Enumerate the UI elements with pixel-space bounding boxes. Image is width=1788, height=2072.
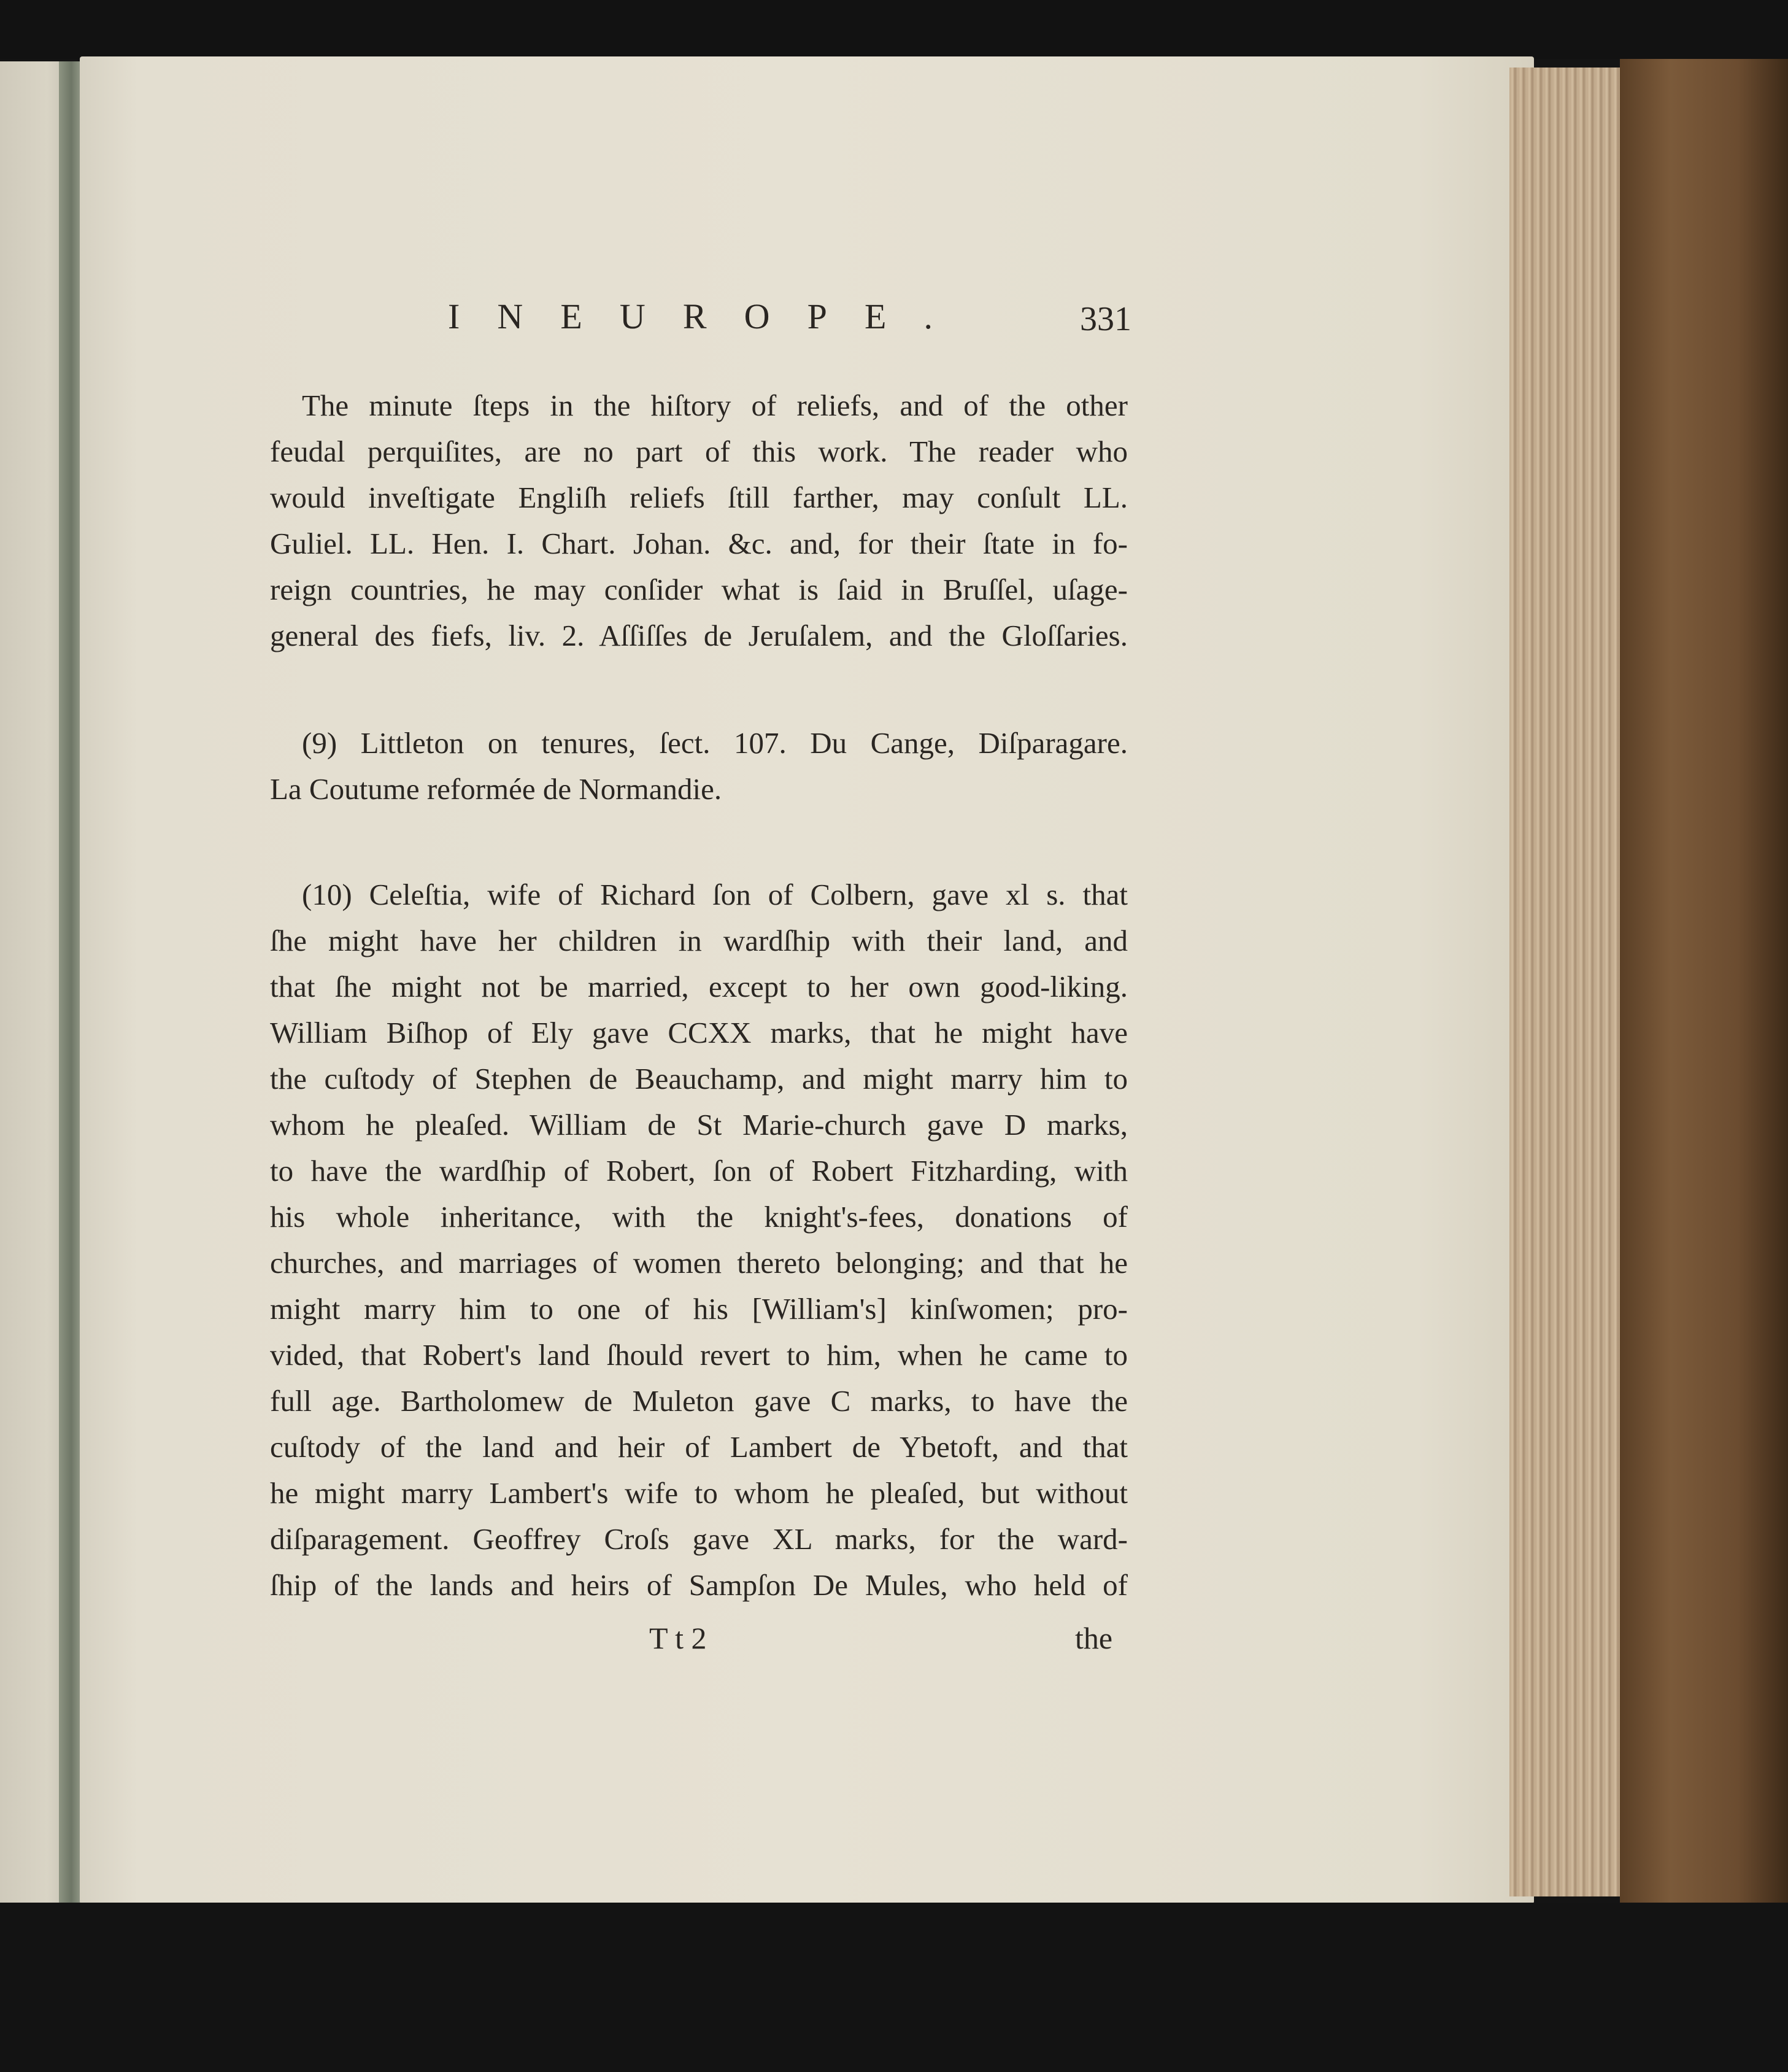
text-line: La Coutume reformée de Normandie. xyxy=(270,772,722,806)
text-line: ſhip of the lands and heirs of Sampſon De Mules, who held of xyxy=(270,1568,1128,1602)
text-line: the cuſtody of Stephen de Beauchamp, and might marry him to xyxy=(270,1062,1128,1096)
facing-page-edge xyxy=(0,61,67,1903)
text-line: William Biſhop of Ely gave CCXX marks, that he might have xyxy=(270,1016,1128,1050)
text-line: (10) Celeſtia, wife of Richard ſon of Colbern, gave xl s. that xyxy=(302,878,1128,911)
text-line: his whole inheritance, with the knight's-fees, donations of xyxy=(270,1200,1128,1234)
text-line: diſparagement. Geoffrey Croſs gave XL marks, for the ward- xyxy=(270,1522,1128,1556)
background-bottom xyxy=(0,1903,1788,2072)
running-head-letter: O xyxy=(744,296,770,336)
text-line: that ſhe might not be married, except to her own good-liking. xyxy=(270,970,1128,1003)
text-line-content: would inveſtigate Engliſh reliefs ſtill farther, may conſult LL. xyxy=(270,481,1128,514)
text-line: full age. Bartholomew de Muleton gave C marks, to have the xyxy=(270,1384,1128,1418)
running-head-letter: E xyxy=(560,296,582,336)
running-head-letter: E xyxy=(864,296,887,336)
running-head xyxy=(448,296,933,337)
cover-top-edge xyxy=(0,0,1788,59)
text-line: whom he pleaſed. William de St Marie-church gave D marks, xyxy=(270,1108,1128,1142)
text-line: might marry him to one of his [William's] kinſwomen; pro- xyxy=(270,1292,1128,1326)
signature-mark: T t 2 xyxy=(649,1621,707,1655)
running-head-letter: N xyxy=(497,296,523,336)
page-number: 331 xyxy=(1080,300,1131,338)
running-head-letter: P xyxy=(807,296,827,336)
catchword: the xyxy=(1075,1621,1113,1655)
text-line: reign countries, he may conſider what is ſaid in Bruſſel, uſage- xyxy=(270,573,1128,606)
text-line: The minute ſteps in the hiſtory of reliefs, and of the other xyxy=(302,388,1128,422)
text-line: general des fiefs, liv. 2. Aſſiſſes de Jeruſalem, and the Gloſſaries. xyxy=(270,619,1128,652)
running-head-letter: I xyxy=(448,296,460,336)
text-line: vided, that Robert's land ſhould revert to him, when he came to xyxy=(270,1338,1128,1372)
text-line: (9) Littleton on tenures, ſect. 107. Du Cange, Diſparagare. xyxy=(302,726,1128,760)
text-line: he might marry Lambert's wife to whom he pleaſed, but without xyxy=(270,1476,1128,1510)
text-line: cuſtody of the land and heir of Lambert de Ybetoft, and that xyxy=(270,1430,1128,1464)
text-line: to have the wardſhip of Robert, ſon of Robert Fitzharding, with xyxy=(270,1154,1128,1188)
text-line: feudal perquiſites, are no part of this work. The reader who xyxy=(270,435,1128,468)
text-line xyxy=(270,482,1128,512)
text-line: Guliel. LL. Hen. I. Chart. Johan. &c. and, for their ſtate in fo- xyxy=(270,527,1128,560)
running-head-letter: . xyxy=(923,296,933,336)
text-line: churches, and marriages of women thereto belonging; and that he xyxy=(270,1246,1128,1280)
running-head-letter: U xyxy=(619,296,645,336)
page-block-edges xyxy=(1509,68,1632,1896)
cover-right-edge xyxy=(1620,59,1788,1906)
text-line: ſhe might have her children in wardſhip with their land, and xyxy=(270,924,1128,957)
running-head-letter: R xyxy=(682,296,707,336)
